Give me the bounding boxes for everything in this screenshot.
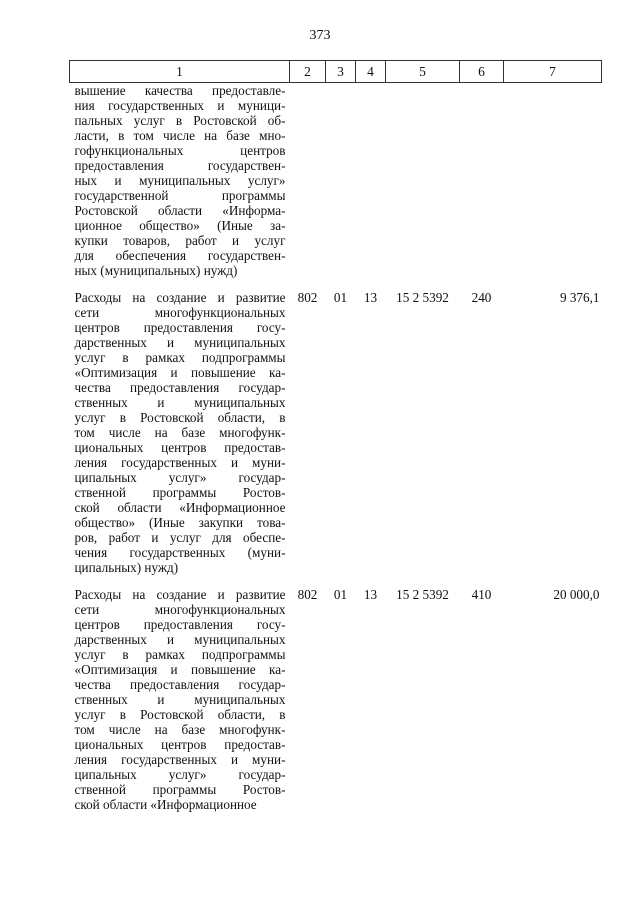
description-line: ных и муниципальных услуг» [74,173,286,188]
description-line: ской области «Информационное [74,797,257,812]
description-line: ской области «Информационное [74,500,286,515]
description-line: услуг в Ростовской области, в [74,410,286,425]
header-row [70,61,602,83]
description-line: вышение качества предоставле- [74,83,286,98]
description-line: купки товаров, работ и услуг [74,233,286,248]
row-description [70,587,290,824]
table-row [70,83,602,291]
description-line: чества предоставления государ- [74,380,286,395]
description-line: центров предоставления госу- [74,320,286,335]
description-line: услуг в Ростовской области, в [74,707,286,722]
header-col-4: 4 [356,61,386,83]
description-line: Ростовской области «Информа- [74,203,286,218]
row-description [70,83,290,291]
description-line: дарственных и муниципальных [74,632,286,647]
row-subsection-code: 13 [363,290,378,305]
header-col-3: 3 [326,61,356,83]
header-col-2: 2 [290,61,326,83]
description-line: ния государственных и муници- [74,98,286,113]
description-line: ципальных услуг» государ- [74,767,286,782]
row-section-code: 01 [333,290,348,305]
description-line: ров, работ и услуг для обеспе- [74,530,286,545]
row-ministry-code: 802 [297,587,318,602]
table-body [70,83,602,825]
description-line: ственной программы Ростов- [74,485,286,500]
description-line: сети многофункциональных [74,305,286,320]
header-col-7: 7 [504,61,602,83]
row-amount: 20 000,0 [553,587,600,602]
description-line: «Оптимизация и повышение ка- [74,662,286,677]
description-line: ственной программы Ростов- [74,782,286,797]
row-expense-type [460,83,504,291]
page-number: 373 [309,28,331,43]
description-line: ципальных услуг» государ- [74,470,286,485]
description-line: общество» (Иные закупки това- [74,515,286,530]
table-row [70,587,602,824]
row-section-code [326,83,356,291]
description-line: ных (муниципальных) нужд) [74,263,238,278]
description-line: гофункциональных центров [74,143,286,158]
description-line: циональных центров предостав- [74,440,286,455]
description-line: циональных центров предостав- [74,737,286,752]
description-line: том числе на базе многофунк- [74,722,286,737]
description-line: сети многофункциональных [74,602,286,617]
budget-table [69,60,602,824]
description-line: услуг в рамках подпрограммы [74,647,286,662]
row-target-article: 15 2 5392 [396,290,449,305]
row-expense-type: 240 [471,290,492,305]
description-line: пальных услуг в Ростовской об- [74,113,286,128]
row-description [70,290,290,587]
table-header [70,61,602,83]
description-line: чения государственных (муни- [74,545,286,560]
description-line: Расходы на создание и развитие [74,587,286,602]
description-line: Расходы на создание и развитие [74,290,286,305]
description-line: центров предоставления госу- [74,617,286,632]
description-line: для обеспечения государствен- [74,248,286,263]
row-target-article: 15 2 5392 [396,587,449,602]
description-line: ционное общество» (Иные за- [74,218,286,233]
row-subsection-code [356,83,386,291]
header-col-6: 6 [460,61,504,83]
description-line: том числе на базе многофунк- [74,425,286,440]
description-line: ципальных) нужд) [74,560,179,575]
row-ministry-code [290,83,326,291]
description-line: «Оптимизация и повышение ка- [74,365,286,380]
row-ministry-code: 802 [297,290,318,305]
description-line: ления государственных и муни- [74,455,286,470]
description-line: чества предоставления государ- [74,677,286,692]
description-line: услуг в рамках подпрограммы [74,350,286,365]
description-line: ления государственных и муни- [74,752,286,767]
header-col-1: 1 [70,61,290,83]
header-col-5: 5 [386,61,460,83]
description-line: государственной программы [74,188,286,203]
description-line: ласти, в том числе на базе мно- [74,128,286,143]
row-subsection-code: 13 [363,587,378,602]
description-line: ственных и муниципальных [74,395,286,410]
row-amount: 9 376,1 [559,290,600,305]
description-line: предоставления государствен- [74,158,286,173]
table-row [70,290,602,587]
row-section-code: 01 [333,587,348,602]
description-line: дарственных и муниципальных [74,335,286,350]
row-expense-type: 410 [471,587,492,602]
row-amount [504,83,602,291]
row-target-article [386,83,460,291]
description-line: ственных и муниципальных [74,692,286,707]
